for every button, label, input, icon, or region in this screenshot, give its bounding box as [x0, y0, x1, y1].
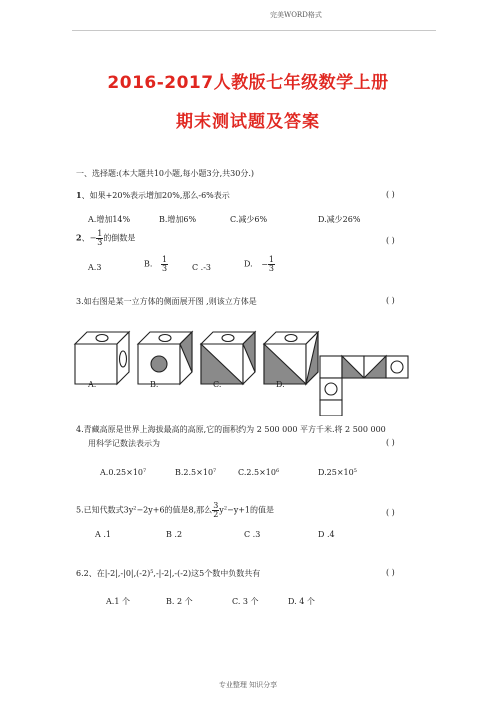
question-4-option-c-exponent: 6 — [275, 468, 280, 474]
question-4-line-2: 用科学记数法表示为 — [88, 439, 160, 448]
question-1-option-a: A.增加14% — [88, 215, 131, 224]
question-4-option-a — [100, 468, 146, 477]
question-6-exponent: 5 — [150, 569, 154, 575]
question-5-option-c: C .3 — [244, 530, 261, 539]
question-2-option-b-numerator: 1 — [161, 255, 168, 264]
question-6-option-d: D. 4 个 — [288, 597, 315, 606]
section-heading: 一、选择题:(本大题共10小题,每小题3分,共30分.) — [76, 169, 255, 178]
question-6-text-end: ,-|-2|,-(-2)这5个数中负数共有 — [153, 569, 261, 578]
question-2-fraction-denominator: 3 — [97, 238, 103, 247]
question-2-option-b-denominator: 3 — [161, 264, 168, 273]
question-4-option-c-text: C.2.5×10 — [238, 468, 276, 477]
question-1-option-d: D.减少26% — [318, 215, 361, 224]
question-6-option-c: C. 3 个 — [232, 597, 259, 606]
question-1-option-b: B.增加6% — [159, 215, 197, 224]
question-5-text-middle: −2y+6的值是8,那么 — [136, 505, 213, 515]
cube-b-figure — [138, 332, 192, 384]
cube-d-figure — [264, 332, 318, 384]
question-4-option-b — [175, 468, 216, 477]
title-line-2: 期末测试题及答案 — [176, 112, 320, 132]
question-5-exponent-2: 2 — [223, 505, 227, 512]
question-2-option-d-numerator: 1 — [268, 255, 275, 264]
cube-c-figure — [201, 332, 255, 384]
question-3-answer-bracket: ( ) — [386, 296, 395, 305]
question-2-fraction-numerator: 1 — [97, 229, 103, 238]
question-2-sep: 、 — [81, 233, 90, 243]
cube-a-label: A. — [88, 380, 97, 389]
question-5-answer-bracket: ( ) — [386, 508, 395, 517]
question-2-option-d-sign: − — [261, 259, 268, 269]
question-4-option-a-text: A.0.25×10 — [100, 468, 144, 477]
question-6-answer-bracket: ( ) — [386, 568, 395, 577]
question-5-text-start: 5.已知代数式3y — [76, 505, 134, 515]
question-6 — [76, 568, 260, 579]
question-2-option-b-label: B. — [144, 259, 153, 269]
question-4-line-1: 4.青藏高原是世界上海拔最高的高原,它的面积约为 2 500 000 平方千米.将 2 500 000 — [76, 425, 386, 434]
question-3-text: 3.如右图是某一立方体的侧面展开图 ,则该立方体是 — [76, 297, 257, 306]
question-6-text-start: 6.2、在|-2|,-|0|,(-2) — [76, 569, 151, 578]
title-line-1: 2016-2017人教版七年级数学上册 — [107, 73, 389, 93]
question-5-fraction-numerator: 3 — [213, 501, 219, 510]
question-2-option-d-label: D. — [244, 259, 253, 269]
question-5-exponent-1: 2 — [133, 505, 137, 512]
question-2-option-b — [144, 256, 168, 273]
header-divider — [72, 30, 436, 31]
question-4-answer-bracket: ( ) — [386, 438, 395, 447]
question-4-option-d-text: D.25×10 — [318, 468, 354, 477]
question-2-sign: − — [89, 233, 97, 243]
question-2 — [76, 230, 135, 247]
question-5-option-b: B .2 — [166, 530, 183, 539]
question-1-answer-bracket: ( ) — [386, 190, 395, 199]
question-4-option-d — [318, 468, 357, 477]
question-4-option-a-exponent: 7 — [143, 468, 147, 474]
cube-b-label: B. — [150, 380, 159, 389]
question-4-option-b-exponent: 7 — [213, 468, 217, 474]
question-2-option-d — [244, 256, 275, 273]
page-footer: 专业整理 知识分享 — [218, 681, 278, 689]
question-5-fraction-denominator: 2 — [213, 510, 219, 519]
question-1 — [76, 190, 230, 201]
question-6-option-b: B. 2 个 — [166, 597, 193, 606]
question-2-answer-bracket: ( ) — [386, 236, 395, 245]
question-2-option-a: A.3 — [88, 263, 102, 272]
cube-d-label: D. — [276, 380, 285, 389]
question-5-option-d: D .4 — [318, 530, 335, 539]
question-5-variable: y — [219, 505, 224, 515]
question-1-text: 、如果+20%表示增加20%,那么-6%表示 — [81, 191, 230, 200]
cube-a-figure — [75, 332, 129, 384]
question-2-option-d-denominator: 3 — [268, 264, 275, 273]
page-header: 完美WORD格式 — [270, 11, 322, 19]
cube-figures — [70, 326, 420, 416]
question-5-text-end: −y+1的值是 — [227, 505, 275, 515]
question-5-option-a: A .1 — [95, 530, 111, 539]
question-1-option-c: C.减少6% — [230, 215, 268, 224]
question-2-option-c: C .-3 — [192, 263, 211, 272]
question-2-option-d-fraction — [268, 256, 275, 273]
question-4-option-b-text: B.2.5×10 — [175, 468, 214, 477]
question-5 — [76, 502, 274, 519]
question-6-option-a: A.1 个 — [106, 597, 130, 606]
question-2-text: 的倒数是 — [103, 233, 136, 243]
question-2-option-b-fraction — [161, 256, 168, 273]
question-2-number: 2 — [76, 232, 82, 243]
cube-c-label: C. — [213, 380, 222, 389]
cube-net-figure — [320, 356, 408, 416]
question-4-option-c — [238, 468, 279, 477]
question-4-option-d-exponent: 5 — [353, 468, 357, 474]
question-1-number: 1 — [76, 190, 82, 200]
